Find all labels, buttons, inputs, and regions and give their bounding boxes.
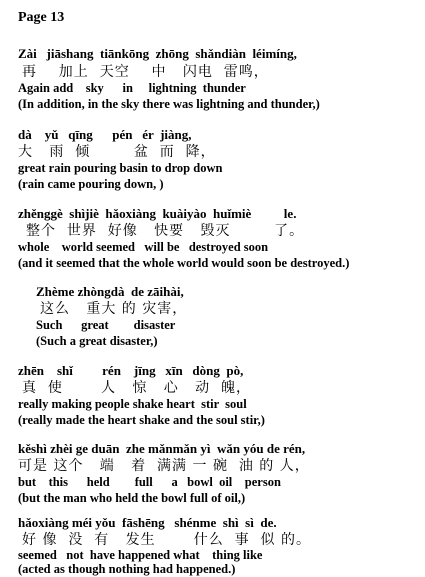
gloss-line-4: (Such a great disaster,) bbox=[36, 334, 158, 348]
gloss-line-6: (but the man who held the bowl full of oil,) bbox=[18, 491, 246, 505]
pinyin-line-5: zhēn shǐ rén jīng xīn dòng pò, bbox=[18, 363, 244, 378]
english-line-3: whole world seemed will be destroyed soon bbox=[18, 240, 269, 254]
gloss-line-7: (acted as though nothing had happened.) bbox=[18, 562, 236, 576]
gloss-line-2: (rain came pouring down, ) bbox=[18, 177, 164, 191]
english-line-1: Again add sky in lightning thunder bbox=[18, 81, 246, 95]
hanzi-line-5: 真 使 人 惊 心 动 魄， bbox=[22, 380, 252, 396]
pinyin-line-1: Zài jiāshang tiānkōng zhōng shǎndiàn léimíng, bbox=[18, 46, 297, 61]
gloss-line-3: (and it seemed that the whole world would soon be destroyed.) bbox=[18, 256, 350, 270]
gloss-line-1: (In addition, in the sky there was lightning and thunder,) bbox=[18, 97, 320, 111]
english-line-7: seemed not have happened what thing like bbox=[18, 548, 263, 562]
pinyin-line-4: Zhème zhòngdà de zāihài, bbox=[36, 284, 184, 299]
pinyin-line-6: kěshì zhèi ge duān zhe mǎnmǎn yì wǎn yóu de rén, bbox=[18, 441, 306, 456]
hanzi-line-4: 这么 重大 的 灾害， bbox=[40, 301, 188, 317]
gloss-line-5: (really made the heart shake and the soul stir,) bbox=[18, 413, 265, 427]
english-line-6: but this held full a bowl oil person bbox=[18, 475, 281, 489]
english-line-4: Such great disaster bbox=[36, 318, 176, 332]
page-title: Page 13 bbox=[18, 10, 65, 25]
pinyin-line-7: hǎoxiàng méi yǒu fāshēng shénme shì sì de. bbox=[18, 515, 277, 530]
hanzi-line-3: 整个 世界 好像 快要 毁灭 了。 bbox=[26, 223, 305, 239]
english-line-2: great rain pouring basin to drop down bbox=[18, 161, 223, 175]
hanzi-line-6: 可是 这个 端 着 满满 一 碗 油 的 人， bbox=[18, 458, 310, 474]
hanzi-line-7: 好 像 没 有 发生 什么 事 似 的。 bbox=[22, 532, 312, 548]
pinyin-line-2: dà yǔ qīng pén ér jiàng, bbox=[18, 127, 192, 142]
pinyin-line-3: zhěnggè shìjiè hǎoxiàng kuàiyào huǐmiè le. bbox=[18, 206, 297, 221]
hanzi-line-2: 大 雨 倾 盆 而 降， bbox=[18, 144, 216, 160]
english-line-5: really making people shake heart stir soul bbox=[18, 397, 247, 411]
hanzi-line-1: 再 加上 天空 中 闪电 雷鸣， bbox=[22, 64, 269, 80]
